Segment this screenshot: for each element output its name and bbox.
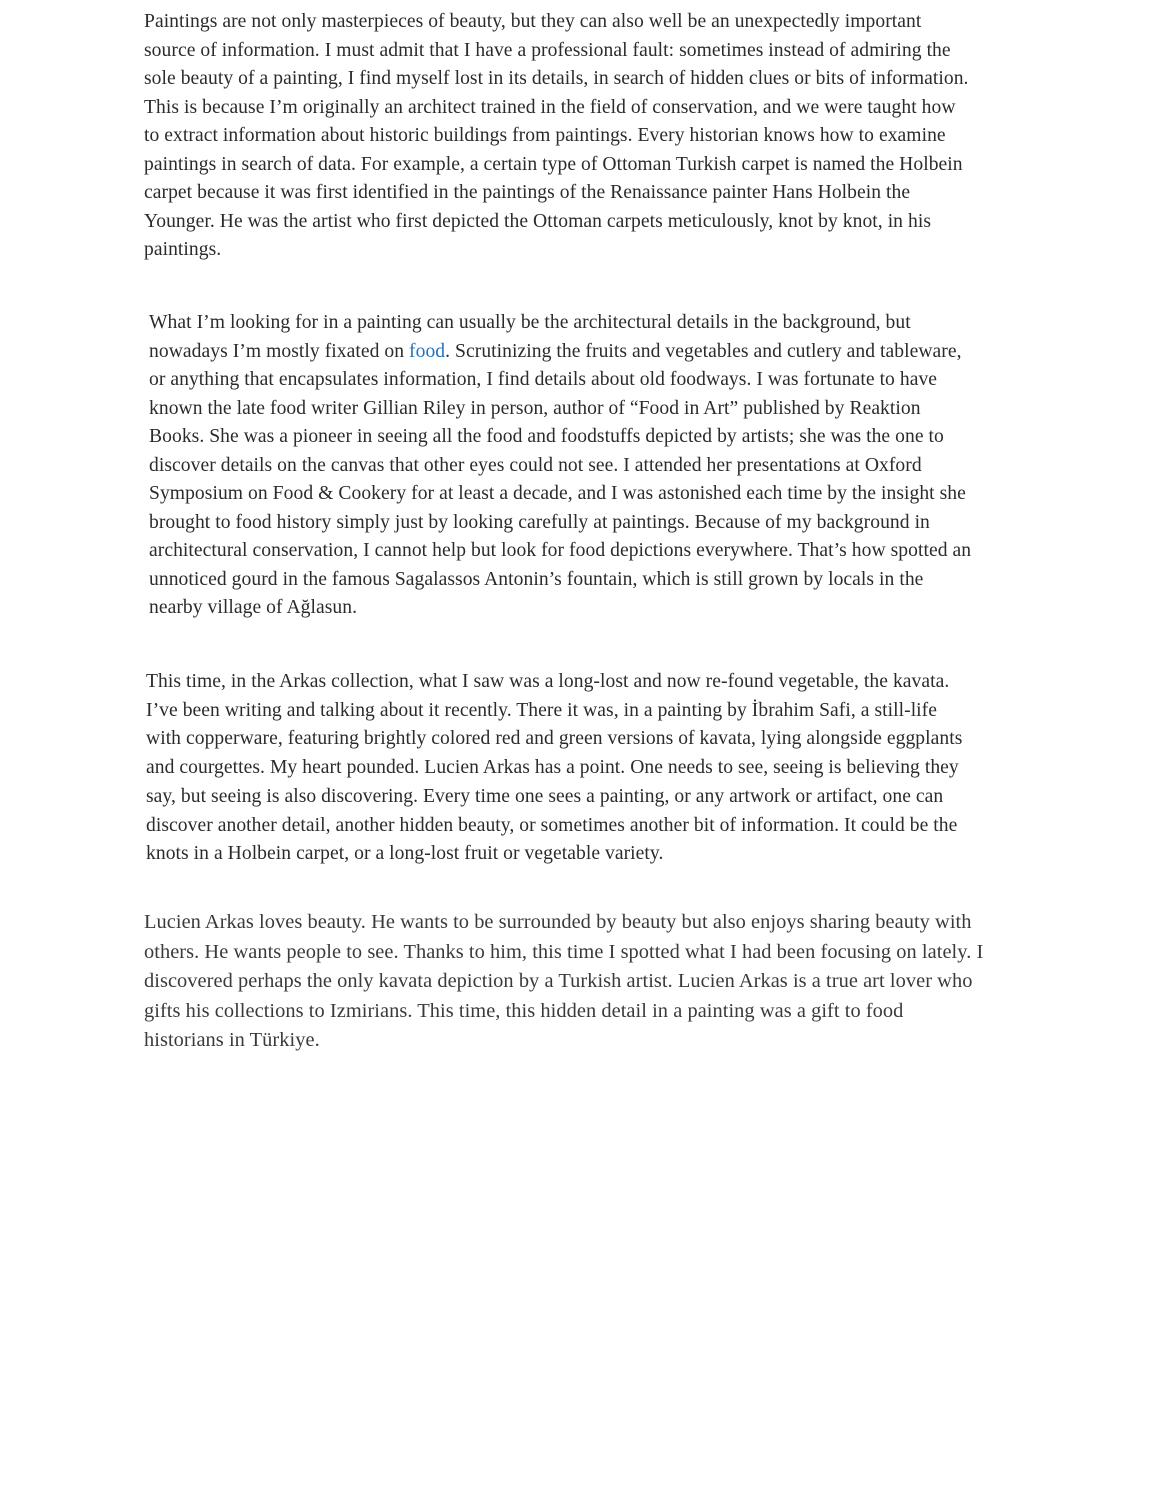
paragraph-food-in-paintings	[149, 309, 974, 623]
paragraph-text-before-link: What I’m looking for in a painting can usually be the architectural details in the background, but nowadays I’m mostly fixated on	[149, 312, 911, 362]
paragraph-lucien-arkas-beauty: Lucien Arkas loves beauty. He wants to be surrounded by beauty but also enjoys sharing beauty with others. He wants people to see. Thanks to him, this time I spotted what I had been focusing on lately. I discovered perhaps the only kavata depiction by a Turkish artist. Lucien Arkas is a true art lover who gifts his collections to Izmirians. This time, this hidden detail in a painting was a gift to food historians in Türkiye.	[144, 911, 984, 1051]
paragraph-arkas-collection-kavata: This time, in the Arkas collection, what I saw was a long-lost and now re-found vegetable, the kavata. I’ve been writing and talking about it recently. There it was, in a painting by İbrahim Safi, a still-life with copperware, featuring brightly colored red and green versions of kavata, lying alongside eggplants and courgettes. My heart pounded. Lucien Arkas has a point. One needs to see, seeing is believing they say, but seeing is also discovering. Every time one sees a painting, or any artwork or artifact, one can discover another detail, another hidden beauty, or sometimes another bit of information. It could be the knots in a Holbein carpet, or a long-lost fruit or vegetable variety.	[146, 671, 963, 865]
paragraph-text-after-link: . Scrutinizing the fruits and vegetables and cutlery and tableware, or anything that encapsulates information, I find details about old foodways. I was fortunate to have known the late food writer Gillian Riley in person, author of “Food in Art” published by Reaktion Books. She was a pioneer in seeing all the food and foodstuffs depicted by artists; she was the one to discover details on the canvas that other eyes could not see. I attended her presentations at Oxford Symposium on Food & Cookery for at least a decade, and I was astonished each time by the insight she brought to food history simply just by looking carefully at paintings. Because of my background in architectural conservation, I cannot help but look for food depictions everywhere. That’s how spotted an unnoticed gourd in the famous Sagalassos Antonin’s fountain, which is still grown by locals in the nearby village of Ağlasun.	[149, 340, 972, 618]
food-link[interactable]: food	[409, 340, 446, 362]
paragraph-paintings-information: Paintings are not only masterpieces of beauty, but they can also well be an unexpectedly important source of information. I must admit that I have a professional fault: sometimes instead of admiring the sole beauty of a painting, I find myself lost in its details, in search of hidden clues or bits of information. This is because I’m originally an architect trained in the field of conservation, and we were taught how to extract information about historic buildings from paintings. Every historian knows how to examine paintings in search of data. For example, a certain type of Ottoman Turkish carpet is named the Holbein carpet because it was first identified in the paintings of the Renaissance painter Hans Holbein the Younger. He was the artist who first depicted the Ottoman carpets meticulously, knot by knot, in his paintings.	[144, 11, 969, 260]
